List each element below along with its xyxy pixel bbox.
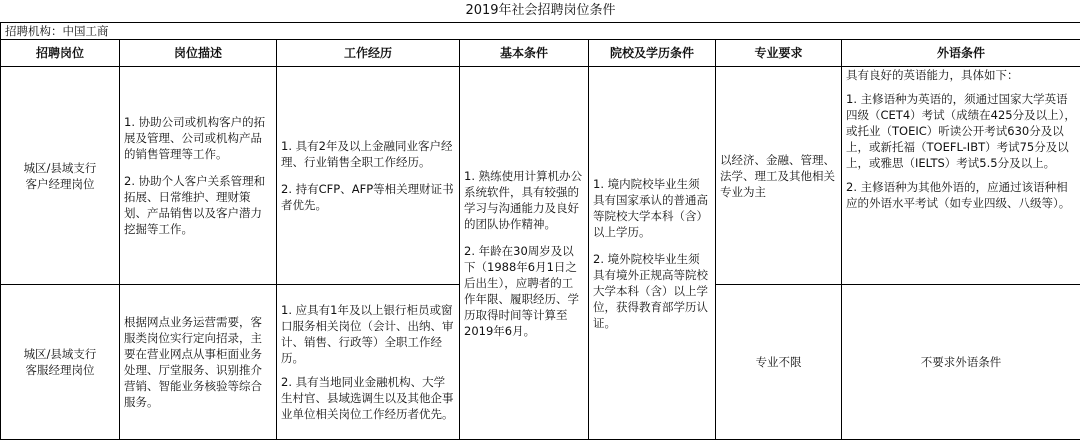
language-cell xyxy=(842,67,1080,285)
experience-item: 1. 应具有1年及以上银行柜员或窗口服务相关岗位（会计、出纳、审计、销售、行政等）全职工作经历。 xyxy=(281,303,454,365)
position-line: 城区/县域支行 xyxy=(23,347,97,361)
org-label: 招聘机构：中国工商 xyxy=(1,23,1080,40)
description-item: 2. 协助个人客户关系管理和拓展、日常维护、理财策划、产品销售以及客户潜力挖掘等工作。 xyxy=(124,174,266,236)
experience-item: 2. 具有当地同业金融机构、大学生村官、县域选调生以及其他企事业单位相关岗位工作经历者优先。 xyxy=(281,375,454,421)
education-item: 2. 境外院校毕业生须具有境外正规高等院校大学本科（含）以上学位，获得教育部学历认证。 xyxy=(593,251,708,330)
education-item: 1. 境内院校毕业生须具有国家承认的普通高等院校大学本科（含）以上学历。 xyxy=(593,176,708,239)
header-position: 招聘岗位 xyxy=(1,40,120,67)
description-cell xyxy=(120,285,277,440)
experience-item: 2. 持有CFP、AFP等相关理财证书者优先。 xyxy=(281,182,454,212)
language-item: 具有良好的英语能力，具体如下： xyxy=(846,68,1019,82)
header-language: 外语条件 xyxy=(842,40,1080,67)
position-line: 客服经理岗位 xyxy=(25,363,95,377)
education-cell xyxy=(589,67,716,440)
basic-condition-item: 2. 年龄在30周岁及以下（1988年6月1日之后出生），应聘者的工作年限、履职经历、学历取得时间等计算至2019年6月。 xyxy=(464,243,579,338)
description-cell xyxy=(120,67,277,285)
header-experience: 工作经历 xyxy=(277,40,460,67)
header-education: 院校及学历条件 xyxy=(589,40,716,67)
position-line: 城区/县域支行 xyxy=(23,160,97,175)
description-item: 根据网点业务运营需要，客服类岗位实行定向招录，主要在营业网点从事柜面业务处理、厅堂服务、识别推介营销、智能业务核验等综合服务。 xyxy=(124,315,262,409)
language-cell: 不要求外语条件 xyxy=(842,285,1080,440)
major-cell: 以经济、金融、管理、法学、理工及其他相关专业为主 xyxy=(716,67,842,285)
header-major: 专业要求 xyxy=(716,40,842,67)
experience-cell xyxy=(277,67,460,285)
table-title: 2019年社会招聘岗位条件 xyxy=(1,0,1080,23)
header-description: 岗位描述 xyxy=(120,40,277,67)
description-item: 1. 协助公司或机构客户的拓展及管理、公司或机构产品的销售管理等工作。 xyxy=(124,115,266,161)
table-row xyxy=(1,67,1080,285)
position-line: 客户经理岗位 xyxy=(25,176,95,191)
language-item: 1. 主修语种为英语的，须通过国家大学英语四级（CET4）考试（成绩在425分及以上），或托业（TOEIC）听读公开考试630分及以上，或新托福（TOEFL-IBT）考试75分及以上，或雅思（IELTS）考试5.5分及以上。 xyxy=(846,92,1076,170)
language-item: 2. 主修语种为其他外语的，应通过该语种相应的外语水平考试（如专业四级、八级等）。 xyxy=(846,180,1071,210)
basic-condition-item: 1. 熟练使用计算机办公系统软件，具有较强的学习与沟通能力及良好的团队协作精神。 xyxy=(464,168,583,231)
position-cell xyxy=(1,67,120,285)
position-cell xyxy=(1,285,120,440)
experience-item: 1. 具有2年及以上金融同业客户经理、行业销售全职工作经历。 xyxy=(281,139,453,169)
major-cell: 专业不限 xyxy=(716,285,842,440)
experience-cell xyxy=(277,285,460,440)
basic-conditions-cell xyxy=(460,67,589,440)
header-basic-conditions: 基本条件 xyxy=(460,40,589,67)
